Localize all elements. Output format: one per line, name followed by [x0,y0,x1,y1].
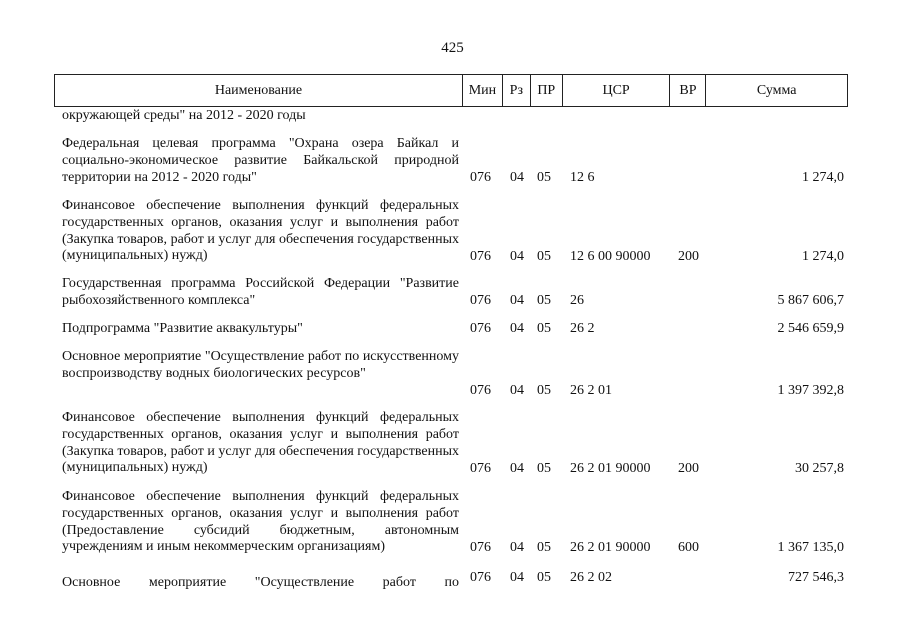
row-csr: 12 6 00 90000 [570,249,651,265]
row-rz: 04 [510,321,524,337]
row-name: Федеральная целевая программа "Охрана озера Байкал и социально-экономическое развитие Байкальской природной территории на 2012 - 2020 годы" [62,136,459,185]
header-csr: ЦСР [562,75,670,106]
table-row [0,136,905,187]
row-pr: 05 [537,540,551,556]
row-name: Основное мероприятие "Осуществление работ по искусственному воспроизводству водных биологических ресурсов" [62,349,459,381]
row-rz: 04 [510,461,524,477]
row-sum: 727 546,3 [788,570,844,585]
row-rz: 04 [510,170,524,186]
row-pr: 05 [537,570,551,585]
table-row [0,276,905,310]
table-row [0,108,905,125]
row-sum: 1 367 135,0 [777,540,844,556]
row-rz: 04 [510,570,524,585]
row-vr: 200 [678,461,699,477]
row-name: Основное мероприятие "Осуществление работ по [62,575,459,590]
row-sum: 2 546 659,9 [777,321,844,337]
row-min: 076 [470,321,491,337]
row-csr: 26 2 02 [570,570,612,585]
table-row [0,410,905,478]
row-pr: 05 [537,293,551,309]
row-pr: 05 [537,321,551,337]
header-min: Мин [462,75,502,106]
header-sum: Сумма [705,75,847,106]
row-rz: 04 [510,383,524,399]
header-vr: ВР [669,75,705,106]
row-pr: 05 [537,170,551,186]
page-number: 425 [441,40,464,56]
table-header [54,74,848,107]
row-name: Государственная программа Российской Федерации "Развитие рыбохозяйственного комплекса" [62,276,459,308]
row-rz: 04 [510,540,524,556]
row-min: 076 [470,249,491,265]
row-sum: 1 274,0 [802,170,844,186]
row-min: 076 [470,293,491,309]
row-name: окружающей среды" на 2012 - 2020 годы [62,108,306,123]
row-vr: 600 [678,540,699,556]
row-csr: 26 2 01 90000 [570,540,651,556]
header-pr: ПР [530,75,562,106]
row-min: 076 [470,383,491,399]
table-row [0,198,905,266]
row-name: Подпрограмма "Развитие аквакультуры" [62,321,303,336]
row-csr: 26 2 01 90000 [570,461,651,477]
row-name: Финансовое обеспечение выполнения функций федеральных государственных органов, оказания услуг и выполнения работ (Предоставление субсидий бюджетным, автономным учреждениям и иным некоммерческим организациям) [62,489,459,555]
row-rz: 04 [510,293,524,309]
row-min: 076 [470,170,491,186]
row-name: Финансовое обеспечение выполнения функций федеральных государственных органов, оказания услуг и выполнения работ (Закупка товаров, работ и услуг для обеспечения государственных (муниципальных) нужд) [62,410,459,476]
header-rz: Рз [502,75,530,106]
row-sum: 30 257,8 [795,461,844,477]
table-row [0,570,905,590]
row-sum: 1 397 392,8 [777,383,844,399]
row-min: 076 [470,461,491,477]
row-sum: 5 867 606,7 [777,293,844,309]
row-sum: 1 274,0 [802,249,844,265]
row-name: Финансовое обеспечение выполнения функций федеральных государственных органов, оказания услуг и выполнения работ (Закупка товаров, работ и услуг для обеспечения государственных (муниципальных) нужд) [62,198,459,264]
row-csr: 26 [570,293,584,309]
row-min: 076 [470,570,491,585]
row-pr: 05 [537,383,551,399]
row-csr: 12 6 [570,170,595,186]
table-row [0,349,905,400]
header-name: Наименование [214,82,303,98]
row-pr: 05 [537,461,551,477]
row-min: 076 [470,540,491,556]
table-row [0,489,905,557]
row-vr: 200 [678,249,699,265]
row-rz: 04 [510,249,524,265]
table-row [0,321,905,338]
row-csr: 26 2 01 [570,383,612,399]
row-csr: 26 2 [570,321,595,337]
row-pr: 05 [537,249,551,265]
